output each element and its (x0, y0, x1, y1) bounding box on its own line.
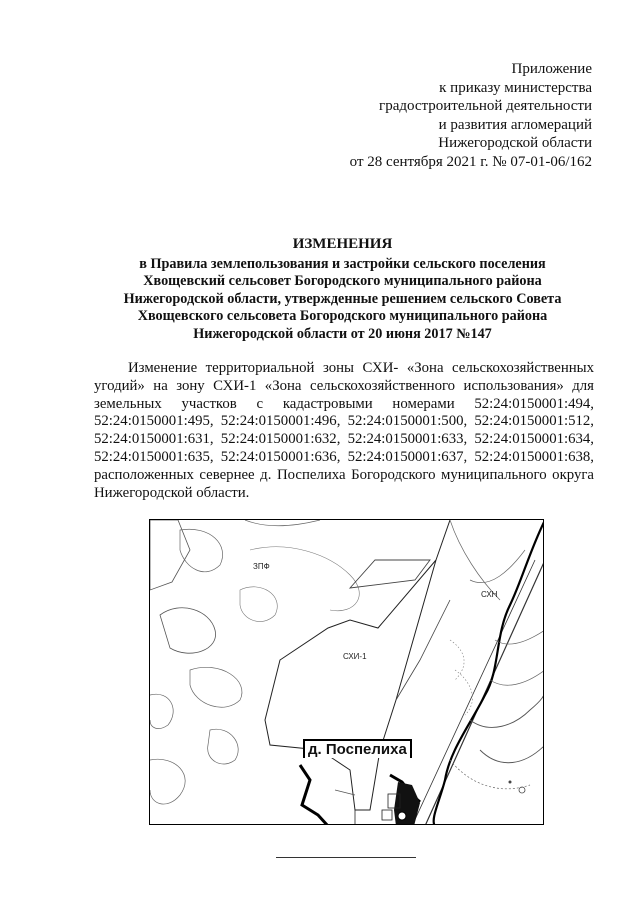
map-drawing (150, 520, 544, 825)
header-line: градостроительной деятельности (379, 98, 592, 114)
body-line: 52:24:0150001:495, 52:24:0150001:496, 52:24:0150001:500, 52:24:0150001:512, (94, 413, 594, 430)
header-line: Приложение (511, 61, 592, 77)
body-line: земельных участков с кадастровыми номерами 52:24:0150001:494, (94, 395, 594, 412)
title-line: в Правила землепользования и застройки сельского поселения (139, 255, 546, 272)
zone-label-skhn: СХН (481, 590, 498, 599)
header-line: от 28 сентября 2021 г. № 07-01-06/162 (349, 153, 592, 170)
header-line: к приказу министерства (439, 79, 592, 96)
title-line: Хвощевского сельсовета Богородского муниципального района (137, 308, 548, 325)
body-line: 52:24:0150001:631, 52:24:0150001:632, 52:24:0150001:633, 52:24:0150001:634, (94, 431, 594, 448)
appendix-header (350, 60, 592, 171)
body-line: угодий» на зону СХИ-1 «Зона сельскохозяйственного использования» для (94, 377, 594, 394)
zone-label-skh1: СХИ-1 (343, 652, 367, 661)
closing-rule (276, 857, 416, 858)
village-label: д. Поспелиха (303, 739, 412, 758)
body-line: Нижегородской области. (94, 484, 250, 501)
title-line: Нижегородской области, утвержденные решением сельского Совета (123, 290, 562, 307)
title-main: ИЗМЕНЕНИЯ (292, 236, 393, 252)
body-line: 52:24:0150001:635, 52:24:0150001:636, 52:24:0150001:637, 52:24:0150001:638, (94, 448, 594, 465)
body-line: расположенных севернее д. Поспелиха Богородского муниципального округа (94, 466, 594, 483)
header-line: Нижегородской области (438, 135, 592, 151)
body-paragraph (94, 360, 594, 502)
title-line: Нижегородской области от 20 июня 2017 №147 (193, 325, 492, 342)
document-title (60, 236, 625, 344)
title-line: Хвощевский сельсовет Богородского муниципального района (143, 273, 542, 290)
zoning-map (149, 519, 544, 825)
header-line: и развития агломераций (438, 116, 592, 133)
zone-label-zpf: ЗПФ (253, 562, 270, 571)
body-line: Изменение территориальной зоны СХИ- «Зона сельскохозяйственных (128, 360, 594, 376)
